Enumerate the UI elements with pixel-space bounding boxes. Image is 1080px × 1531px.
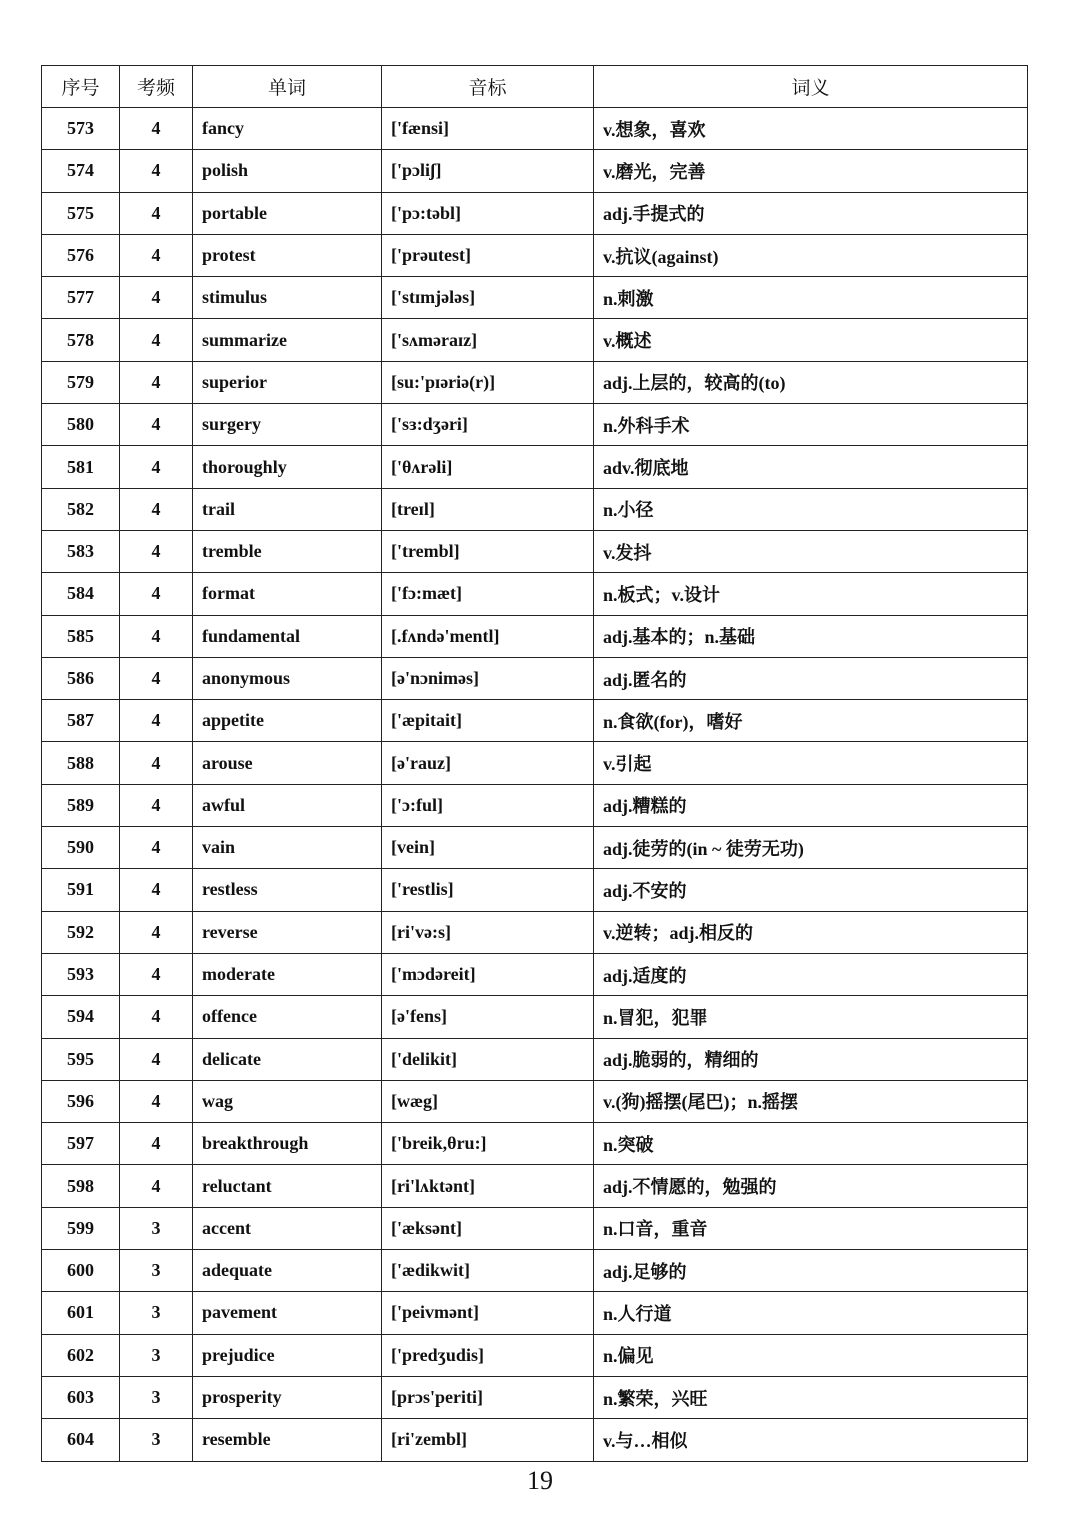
cell-index: 595 [42,1038,120,1080]
table-row [42,277,1028,319]
cell-phonetic: [ə'rauz] [382,742,594,784]
cell-phonetic: ['restlis] [382,869,594,911]
cell-index: 573 [42,108,120,150]
cell-word: delicate [193,1038,382,1080]
table-row [42,869,1028,911]
cell-phonetic: ['θʌrəli] [382,446,594,488]
cell-frequency: 4 [120,319,193,361]
cell-frequency: 4 [120,742,193,784]
table-row [42,234,1028,276]
table-row [42,1292,1028,1334]
cell-frequency: 3 [120,1250,193,1292]
cell-phonetic: [ri'zembl] [382,1419,594,1461]
cell-index: 592 [42,911,120,953]
header-index: 序号 [42,66,120,108]
cell-phonetic: ['peivmənt] [382,1292,594,1334]
table-row [42,361,1028,403]
cell-phonetic: ['ɔ:ful] [382,784,594,826]
cell-word: resemble [193,1419,382,1461]
cell-meaning: v.引起 [594,742,1028,784]
cell-index: 590 [42,827,120,869]
cell-frequency: 4 [120,404,193,446]
cell-frequency: 3 [120,1292,193,1334]
cell-phonetic: [su:'pɪəriə(r)] [382,361,594,403]
cell-word: trail [193,488,382,530]
cell-meaning: adj.匿名的 [594,657,1028,699]
cell-frequency: 4 [120,1080,193,1122]
cell-frequency: 3 [120,1334,193,1376]
cell-index: 593 [42,953,120,995]
cell-index: 594 [42,996,120,1038]
vocabulary-table [41,65,1028,1462]
cell-phonetic: [.fʌndə'mentl] [382,615,594,657]
cell-meaning: n.口音，重音 [594,1207,1028,1249]
cell-phonetic: [wæg] [382,1080,594,1122]
cell-meaning: v.磨光，完善 [594,150,1028,192]
cell-phonetic: ['fænsi] [382,108,594,150]
cell-word: summarize [193,319,382,361]
cell-word: accent [193,1207,382,1249]
cell-frequency: 4 [120,1038,193,1080]
cell-word: tremble [193,530,382,572]
cell-phonetic: [prɔs'periti] [382,1376,594,1418]
cell-meaning: n.偏见 [594,1334,1028,1376]
cell-word: prosperity [193,1376,382,1418]
cell-word: breakthrough [193,1123,382,1165]
cell-index: 575 [42,192,120,234]
table-row [42,1250,1028,1292]
table-row [42,488,1028,530]
cell-index: 588 [42,742,120,784]
cell-meaning: adj.脆弱的，精细的 [594,1038,1028,1080]
table-row [42,530,1028,572]
table-row [42,1165,1028,1207]
cell-word: polish [193,150,382,192]
table-row [42,150,1028,192]
cell-meaning: n.食欲(for)，嗜好 [594,700,1028,742]
cell-index: 577 [42,277,120,319]
table-row [42,953,1028,995]
cell-word: fancy [193,108,382,150]
cell-meaning: adj.不情愿的，勉强的 [594,1165,1028,1207]
cell-phonetic: ['pɔliʃ] [382,150,594,192]
cell-word: moderate [193,953,382,995]
cell-phonetic: [vein] [382,827,594,869]
cell-word: reluctant [193,1165,382,1207]
cell-frequency: 4 [120,700,193,742]
cell-index: 604 [42,1419,120,1461]
cell-frequency: 4 [120,657,193,699]
cell-frequency: 4 [120,1165,193,1207]
cell-meaning: v.抗议(against) [594,234,1028,276]
cell-meaning: n.刺激 [594,277,1028,319]
cell-meaning: v.想象，喜欢 [594,108,1028,150]
cell-index: 601 [42,1292,120,1334]
cell-phonetic: ['ædikwit] [382,1250,594,1292]
cell-word: awful [193,784,382,826]
cell-index: 581 [42,446,120,488]
header-row [42,66,1028,108]
cell-meaning: n.外科手术 [594,404,1028,446]
cell-frequency: 3 [120,1207,193,1249]
table-row [42,1419,1028,1461]
header-meaning: 词义 [594,66,1028,108]
cell-phonetic: ['sɜ:dʒəri] [382,404,594,446]
cell-frequency: 4 [120,996,193,1038]
header-word: 单词 [193,66,382,108]
table-row [42,827,1028,869]
cell-phonetic: ['prəutest] [382,234,594,276]
cell-meaning: adj.手提式的 [594,192,1028,234]
cell-frequency: 4 [120,150,193,192]
cell-index: 582 [42,488,120,530]
cell-word: format [193,573,382,615]
table-row [42,784,1028,826]
cell-word: arouse [193,742,382,784]
header-frequency: 考频 [120,66,193,108]
cell-meaning: v.逆转；adj.相反的 [594,911,1028,953]
cell-word: fundamental [193,615,382,657]
table-row [42,657,1028,699]
cell-frequency: 4 [120,446,193,488]
cell-meaning: v.发抖 [594,530,1028,572]
table-row [42,108,1028,150]
cell-phonetic: ['fɔ:mæt] [382,573,594,615]
cell-phonetic: ['predʒudis] [382,1334,594,1376]
cell-word: offence [193,996,382,1038]
cell-index: 584 [42,573,120,615]
cell-index: 587 [42,700,120,742]
cell-meaning: n.板式；v.设计 [594,573,1028,615]
cell-word: pavement [193,1292,382,1334]
cell-frequency: 4 [120,192,193,234]
cell-index: 589 [42,784,120,826]
cell-phonetic: ['mɔdəreit] [382,953,594,995]
cell-frequency: 4 [120,234,193,276]
cell-frequency: 4 [120,277,193,319]
table-row [42,404,1028,446]
cell-word: portable [193,192,382,234]
cell-index: 576 [42,234,120,276]
cell-phonetic: [ə'nɔniməs] [382,657,594,699]
cell-meaning: adj.徒劳的(in ~ 徒劳无功) [594,827,1028,869]
cell-index: 602 [42,1334,120,1376]
cell-phonetic: ['stɪmjələs] [382,277,594,319]
cell-index: 599 [42,1207,120,1249]
cell-index: 597 [42,1123,120,1165]
cell-index: 586 [42,657,120,699]
cell-index: 596 [42,1080,120,1122]
cell-meaning: v.(狗)摇摆(尾巴)；n.摇摆 [594,1080,1028,1122]
cell-phonetic: ['æksənt] [382,1207,594,1249]
cell-frequency: 4 [120,1123,193,1165]
cell-index: 591 [42,869,120,911]
table-row [42,1207,1028,1249]
table-row [42,1376,1028,1418]
cell-frequency: 4 [120,911,193,953]
table-row [42,1038,1028,1080]
cell-meaning: adj.糟糕的 [594,784,1028,826]
cell-phonetic: ['æpitait] [382,700,594,742]
cell-frequency: 3 [120,1419,193,1461]
cell-meaning: adj.适度的 [594,953,1028,995]
cell-frequency: 4 [120,361,193,403]
cell-meaning: adj.足够的 [594,1250,1028,1292]
cell-frequency: 4 [120,615,193,657]
cell-frequency: 4 [120,953,193,995]
cell-phonetic: ['breik,θru:] [382,1123,594,1165]
cell-word: reverse [193,911,382,953]
cell-word: surgery [193,404,382,446]
cell-meaning: n.突破 [594,1123,1028,1165]
cell-index: 579 [42,361,120,403]
cell-frequency: 4 [120,108,193,150]
table-row [42,996,1028,1038]
cell-index: 585 [42,615,120,657]
cell-frequency: 4 [120,488,193,530]
cell-index: 580 [42,404,120,446]
cell-index: 583 [42,530,120,572]
table-row [42,573,1028,615]
cell-meaning: adj.不安的 [594,869,1028,911]
cell-index: 603 [42,1376,120,1418]
cell-phonetic: ['sʌməraɪz] [382,319,594,361]
table-row [42,1123,1028,1165]
cell-word: thoroughly [193,446,382,488]
cell-word: appetite [193,700,382,742]
table-row [42,319,1028,361]
table-row [42,911,1028,953]
table-row [42,1334,1028,1376]
cell-index: 598 [42,1165,120,1207]
cell-frequency: 4 [120,827,193,869]
cell-meaning: v.概述 [594,319,1028,361]
cell-meaning: v.与…相似 [594,1419,1028,1461]
page-number: 19 [527,1466,553,1495]
cell-phonetic: [treɪl] [382,488,594,530]
cell-word: wag [193,1080,382,1122]
cell-meaning: n.人行道 [594,1292,1028,1334]
cell-phonetic: ['pɔ:təbl] [382,192,594,234]
table-row [42,446,1028,488]
cell-word: vain [193,827,382,869]
header-phonetic: 音标 [382,66,594,108]
cell-phonetic: [ri'və:s] [382,911,594,953]
cell-meaning: adj.基本的；n.基础 [594,615,1028,657]
table-row [42,700,1028,742]
cell-word: protest [193,234,382,276]
cell-index: 574 [42,150,120,192]
cell-index: 600 [42,1250,120,1292]
cell-word: stimulus [193,277,382,319]
cell-index: 578 [42,319,120,361]
cell-meaning: adj.上层的，较高的(to) [594,361,1028,403]
cell-meaning: n.小径 [594,488,1028,530]
cell-frequency: 4 [120,869,193,911]
cell-word: restless [193,869,382,911]
cell-phonetic: [ri'lʌktənt] [382,1165,594,1207]
cell-word: prejudice [193,1334,382,1376]
cell-frequency: 4 [120,530,193,572]
cell-meaning: n.繁荣，兴旺 [594,1376,1028,1418]
cell-word: superior [193,361,382,403]
cell-meaning: n.冒犯，犯罪 [594,996,1028,1038]
table-row [42,742,1028,784]
table-row [42,615,1028,657]
cell-phonetic: ['delikit] [382,1038,594,1080]
table-row [42,1080,1028,1122]
cell-meaning: adv.彻底地 [594,446,1028,488]
cell-frequency: 4 [120,784,193,826]
cell-word: adequate [193,1250,382,1292]
cell-phonetic: ['trembl] [382,530,594,572]
cell-frequency: 3 [120,1376,193,1418]
table-row [42,192,1028,234]
cell-phonetic: [ə'fens] [382,996,594,1038]
cell-frequency: 4 [120,573,193,615]
cell-word: anonymous [193,657,382,699]
